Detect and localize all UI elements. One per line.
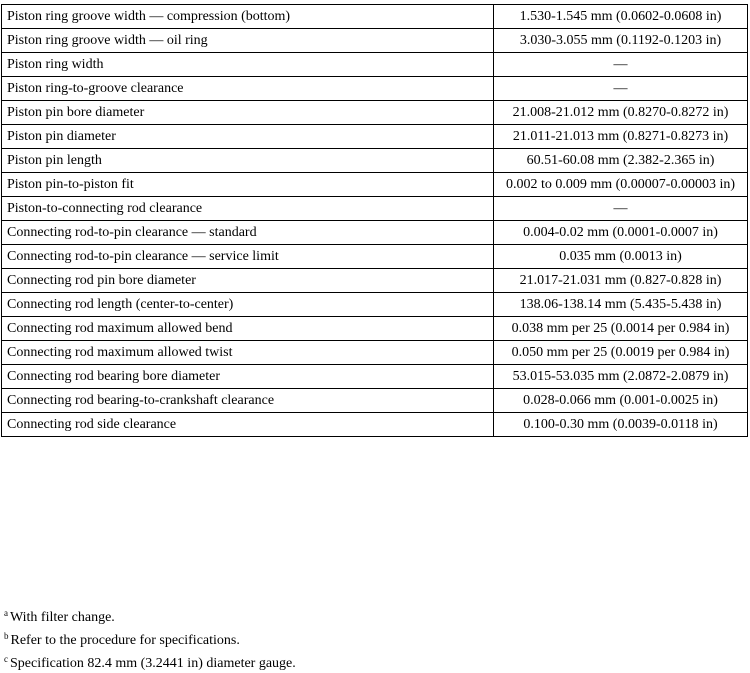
spec-label: Piston pin length <box>2 149 494 173</box>
specifications-table <box>1 4 748 437</box>
footnote-text: With filter change. <box>10 610 115 625</box>
spec-value: 0.050 mm per 25 (0.0019 per 0.984 in) <box>494 341 748 365</box>
spec-value: 21.011-21.013 mm (0.8271-0.8273 in) <box>494 125 748 149</box>
spec-label: Piston ring-to-groove clearance <box>2 77 494 101</box>
table-row <box>2 53 748 77</box>
table-row <box>2 5 748 29</box>
spec-value: — <box>494 77 748 101</box>
table-row <box>2 341 748 365</box>
footnote-mark: b <box>4 631 9 641</box>
table-row <box>2 293 748 317</box>
footnote <box>4 650 296 673</box>
spec-value: 3.030-3.055 mm (0.1192-0.1203 in) <box>494 29 748 53</box>
spec-label: Connecting rod-to-pin clearance — standard <box>2 221 494 245</box>
spec-value: 0.002 to 0.009 mm (0.00007-0.00003 in) <box>494 173 748 197</box>
spec-label: Connecting rod maximum allowed bend <box>2 317 494 341</box>
footnote <box>4 604 296 627</box>
table-row <box>2 317 748 341</box>
spec-label: Piston pin-to-piston fit <box>2 173 494 197</box>
spec-label: Piston-to-connecting rod clearance <box>2 197 494 221</box>
spec-label: Connecting rod bearing-to-crankshaft clearance <box>2 389 494 413</box>
spec-value: 0.004-0.02 mm (0.0001-0.0007 in) <box>494 221 748 245</box>
footnote-mark: a <box>4 608 8 618</box>
spec-label: Connecting rod bearing bore diameter <box>2 365 494 389</box>
footnote-text: Specification 82.4 mm (3.2441 in) diameter gauge. <box>10 656 296 671</box>
spec-value: 0.038 mm per 25 (0.0014 per 0.984 in) <box>494 317 748 341</box>
spec-value: — <box>494 53 748 77</box>
table-row <box>2 413 748 437</box>
table-row <box>2 149 748 173</box>
specifications-table-body <box>2 5 748 437</box>
footnote-text: Refer to the procedure for specifications. <box>10 633 240 648</box>
spec-label: Piston ring groove width — compression (bottom) <box>2 5 494 29</box>
table-row <box>2 125 748 149</box>
spec-label: Connecting rod side clearance <box>2 413 494 437</box>
table-row <box>2 269 748 293</box>
table-row <box>2 365 748 389</box>
footnote <box>4 627 296 650</box>
spec-value: 0.035 mm (0.0013 in) <box>494 245 748 269</box>
footnotes <box>4 604 296 673</box>
spec-value: 60.51-60.08 mm (2.382-2.365 in) <box>494 149 748 173</box>
spec-label: Piston pin bore diameter <box>2 101 494 125</box>
spec-value: — <box>494 197 748 221</box>
table-row <box>2 197 748 221</box>
spec-label: Piston ring groove width — oil ring <box>2 29 494 53</box>
spec-label: Connecting rod maximum allowed twist <box>2 341 494 365</box>
table-row <box>2 245 748 269</box>
spec-label: Connecting rod length (center-to-center) <box>2 293 494 317</box>
spec-label: Connecting rod-to-pin clearance — service limit <box>2 245 494 269</box>
spec-label: Piston ring width <box>2 53 494 77</box>
table-row <box>2 101 748 125</box>
table-row <box>2 29 748 53</box>
spec-label: Piston pin diameter <box>2 125 494 149</box>
spec-value: 1.530-1.545 mm (0.0602-0.0608 in) <box>494 5 748 29</box>
spec-value: 138.06-138.14 mm (5.435-5.438 in) <box>494 293 748 317</box>
spec-value: 0.028-0.066 mm (0.001-0.0025 in) <box>494 389 748 413</box>
table-row <box>2 389 748 413</box>
footnote-mark: c <box>4 654 8 664</box>
spec-value: 53.015-53.035 mm (2.0872-2.0879 in) <box>494 365 748 389</box>
spec-value: 21.017-21.031 mm (0.827-0.828 in) <box>494 269 748 293</box>
spec-value: 21.008-21.012 mm (0.8270-0.8272 in) <box>494 101 748 125</box>
table-row <box>2 77 748 101</box>
spec-label: Connecting rod pin bore diameter <box>2 269 494 293</box>
table-row <box>2 221 748 245</box>
table-row <box>2 173 748 197</box>
spec-value: 0.100-0.30 mm (0.0039-0.0118 in) <box>494 413 748 437</box>
